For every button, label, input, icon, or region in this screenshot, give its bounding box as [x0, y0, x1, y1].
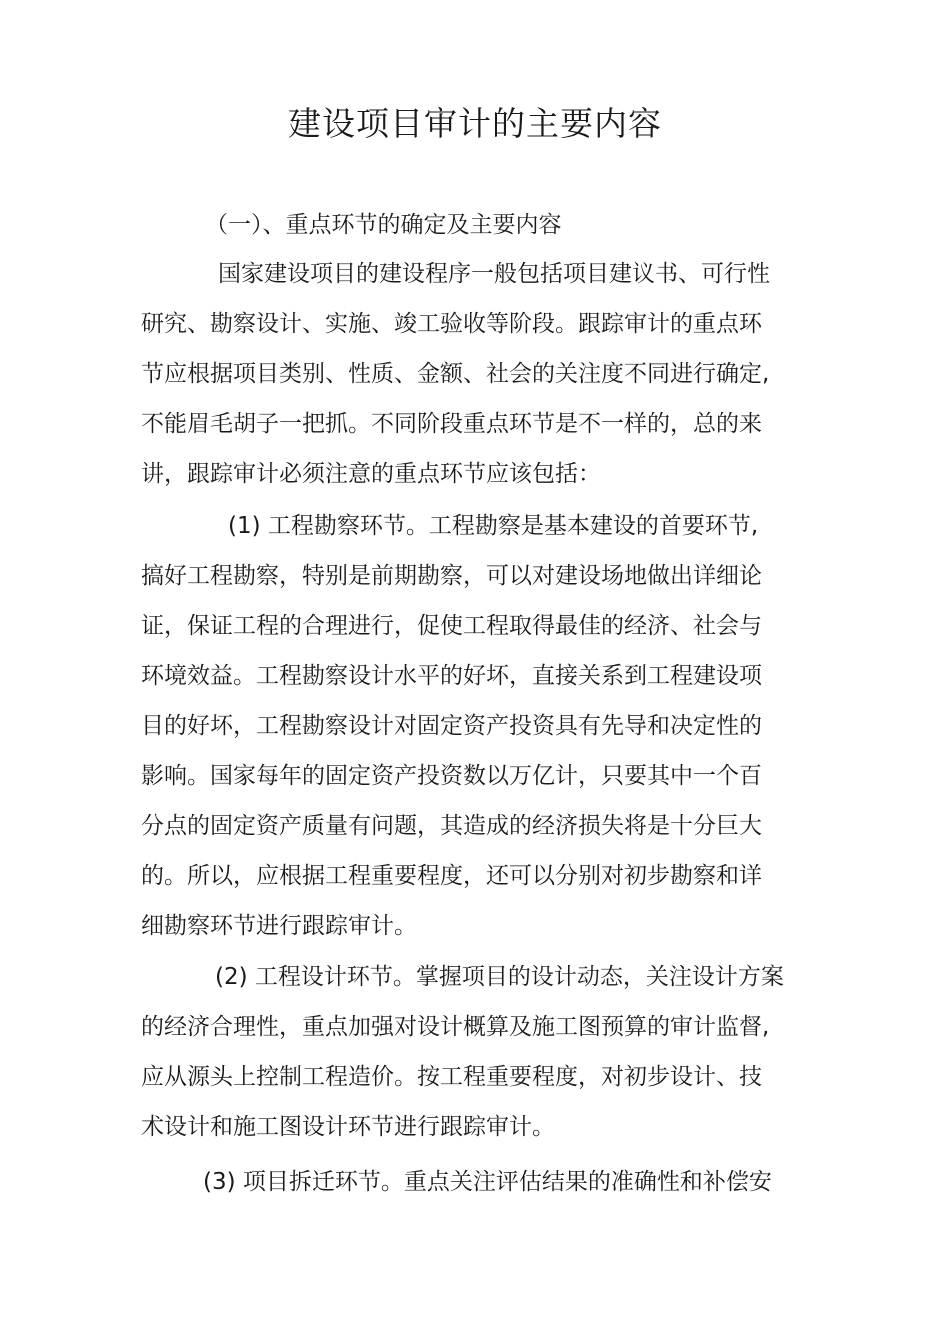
text-line: 讲，跟踪审计必须注意的重点环节应该包括：	[141, 461, 601, 487]
text-line: 研究、勘察设计、实施、竣工验收等阶段。跟踪审计的重点环	[141, 311, 762, 337]
text-line: 应从源头上控制工程造价。按工程重要程度，对初步设计、技	[141, 1064, 762, 1090]
text-line: 搞好工程勘察，特别是前期勘察，可以对建设场地做出详细论	[141, 563, 762, 589]
text-line: (2) 工程设计环节。掌握项目的设计动态，关注设计方案	[215, 964, 784, 990]
text-line: 国家建设项目的建设程序一般包括项目建议书、可行性	[218, 261, 770, 287]
text-line: 细勘察环节进行跟踪审计。	[141, 913, 417, 939]
text-line: 目的好坏，工程勘察设计对固定资产投资具有先导和决定性的	[141, 713, 762, 739]
text-line: 的经济合理性，重点加强对设计概算及施工图预算的审计监督,	[141, 1014, 770, 1040]
text-line: 的。所以，应根据工程重要程度，还可以分别对初步勘察和详	[141, 863, 762, 889]
text-line: 术设计和施工图设计环节进行跟踪审计。	[141, 1114, 555, 1140]
text-line: (3) 项目拆迁环节。重点关注评估结果的准确性和补偿安	[203, 1169, 772, 1195]
section-heading: （一）、重点环节的确定及主要内容	[205, 212, 562, 238]
text-line: 不能眉毛胡子一把抓。不同阶段重点环节是不一样的，总的来	[141, 411, 762, 437]
text-line: 证，保证工程的合理进行，促使工程取得最佳的经济、社会与	[141, 613, 762, 639]
text-line: 环境效益。工程勘察设计水平的好坏，直接关系到工程建设项	[141, 663, 762, 689]
text-line: 影响。国家每年的固定资产投资数以万亿计，只要其中一个百	[141, 763, 762, 789]
document-title: 建设项目审计的主要内容	[288, 104, 662, 143]
text-line: (1) 工程勘察环节。工程勘察是基本建设的首要环节,	[228, 513, 759, 539]
text-line: 节应根据项目类别、性质、金额、社会的关注度不同进行确定,	[141, 361, 770, 387]
text-line: 分点的固定资产质量有问题，其造成的经济损失将是十分巨大	[141, 813, 762, 839]
